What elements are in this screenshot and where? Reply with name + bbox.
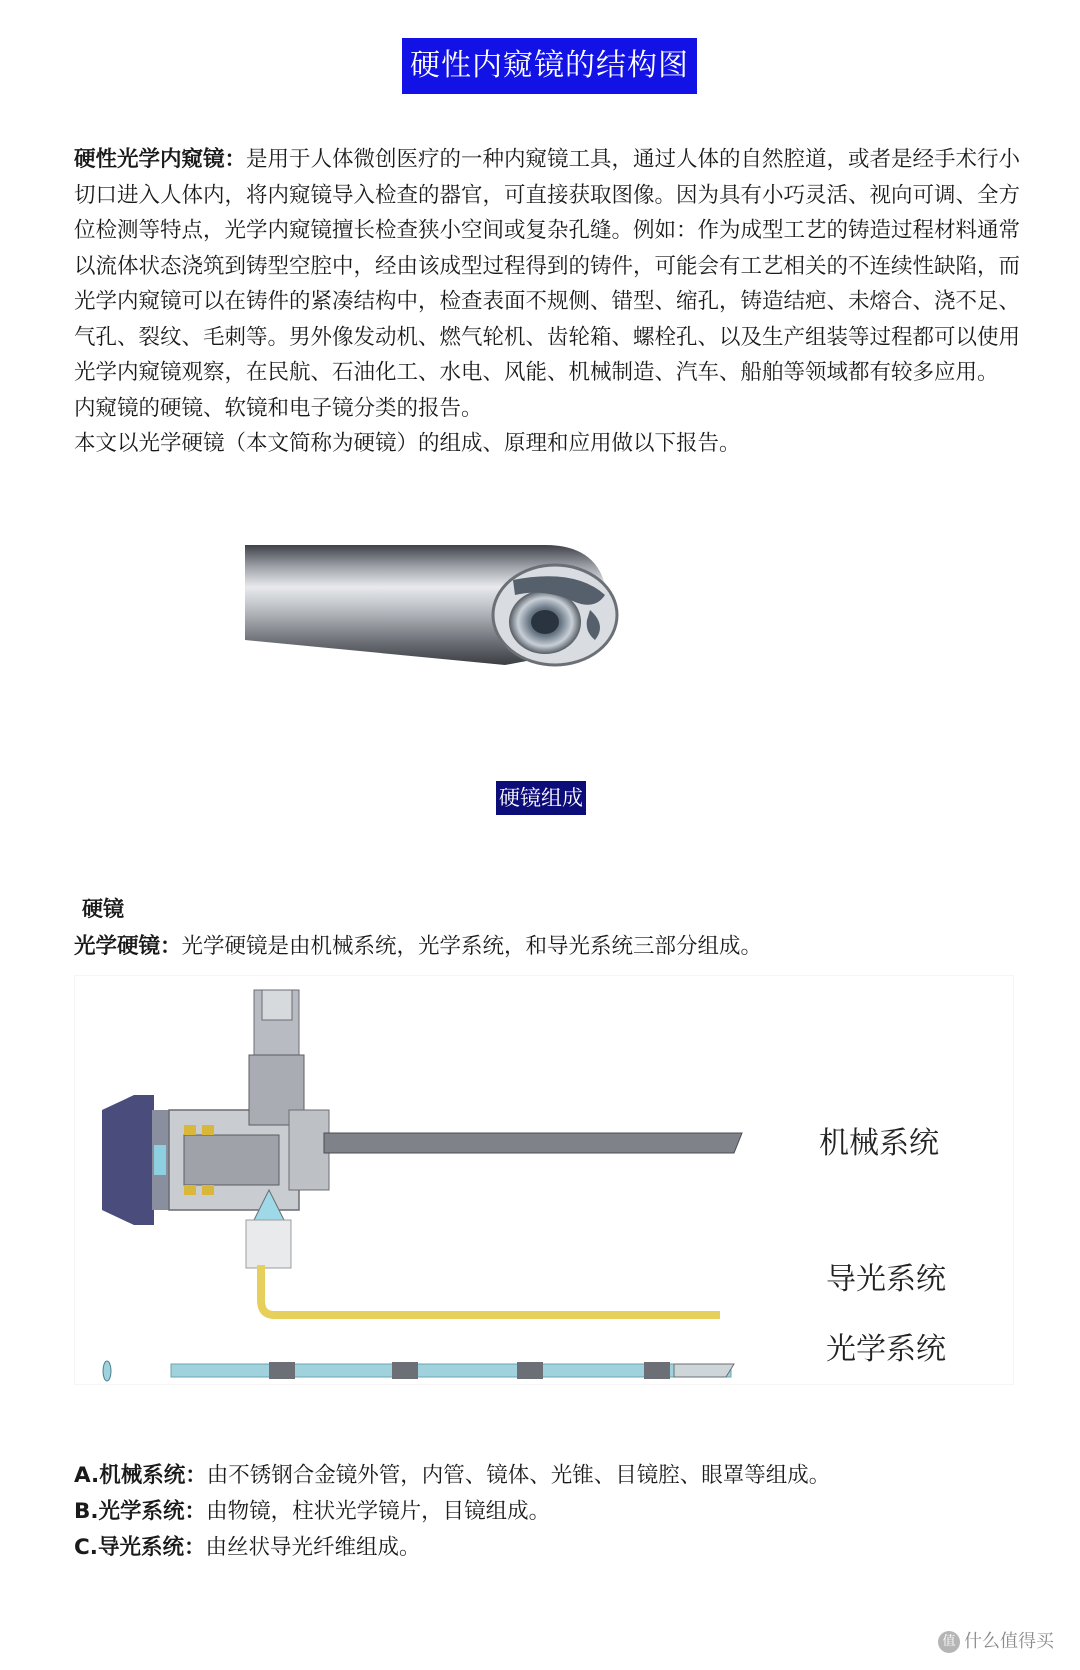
list-item-body: 由不锈钢合金镜外管，内管、镜体、光锥、目镜腔、眼罩等组成。 (206, 1463, 831, 1488)
list-item-term: C.导光系统： (74, 1535, 206, 1560)
list-item-body: 由物镜，柱状光学镜片，目镜组成。 (206, 1499, 551, 1524)
section-heading: 硬镜 (82, 897, 124, 921)
list-item-term: A.机械系统： (74, 1463, 207, 1488)
watermark (938, 1627, 1054, 1653)
intro-body: 是用于人体微创医疗的一种内窥镜工具，通过人体的自然腔道，或者是经手术行小切口进入人体内，将内窥镜导入检查的器官，可直接获取图像。因为具有小巧灵活、视向可调、全方位检测等特点，光学内窥镜擅长检查狭小空间或复杂孔缝。例如：作为成型工艺的铸造过程材料通常以流体状态浇筑到铸型空腔中，经由该成型过程得到的铸件，可能会有工艺相关的不连续性缺陷，而光学内窥镜可以在铸件的紧凑结构中，检查表面不规侧、错型、缩孔，铸造结疤、未熔合、浇不足、气孔、裂纹、毛刺等。男外像发动机、燃气轮机、齿轮箱、螺栓孔、以及生产组装等过程都可以使用光学内窥镜观察，在民航、石油化工、水电、风能、机械制造、汽车、船舶等领域都有较多应用。 (74, 147, 1021, 385)
watermark-text: 什么值得买 (964, 1631, 1054, 1652)
list-item-term: B.光学系统： (74, 1499, 207, 1524)
intro-line-3: 本文以光学硬镜（本文简称为硬镜）的组成、原理和应用做以下报告。 (74, 431, 741, 456)
endoscope-tip-photo (245, 540, 635, 685)
list-item (74, 1458, 830, 1494)
list-item (74, 1494, 830, 1530)
label-mechanical-system: 机械系统 (819, 1126, 939, 1161)
intro-line-2: 内窥镜的硬镜、软镜和电子镜分类的报告。 (74, 395, 483, 421)
label-light-guide-system: 导光系统 (826, 1262, 946, 1297)
intro-paragraph (74, 142, 1024, 462)
watermark-logo-icon: 值 (938, 1631, 960, 1653)
intro-term: 硬性光学内窥镜： (74, 147, 247, 172)
section-body: 光学硬镜是由机械系统，光学系统，和导光系统三部分组成。 (181, 934, 763, 959)
list-item-body: 由丝状导光纤维组成。 (205, 1535, 421, 1560)
list-item (74, 1530, 830, 1566)
figure-caption: 硬镜组成 (496, 781, 586, 815)
section-term: 光学硬镜： (74, 934, 182, 959)
label-optical-system: 光学系统 (826, 1332, 946, 1367)
page-title: 硬性内窥镜的结构图 (402, 38, 697, 94)
section-intro (74, 929, 762, 960)
component-list (74, 1458, 830, 1566)
rigid-endoscope-diagram (74, 975, 1014, 1385)
